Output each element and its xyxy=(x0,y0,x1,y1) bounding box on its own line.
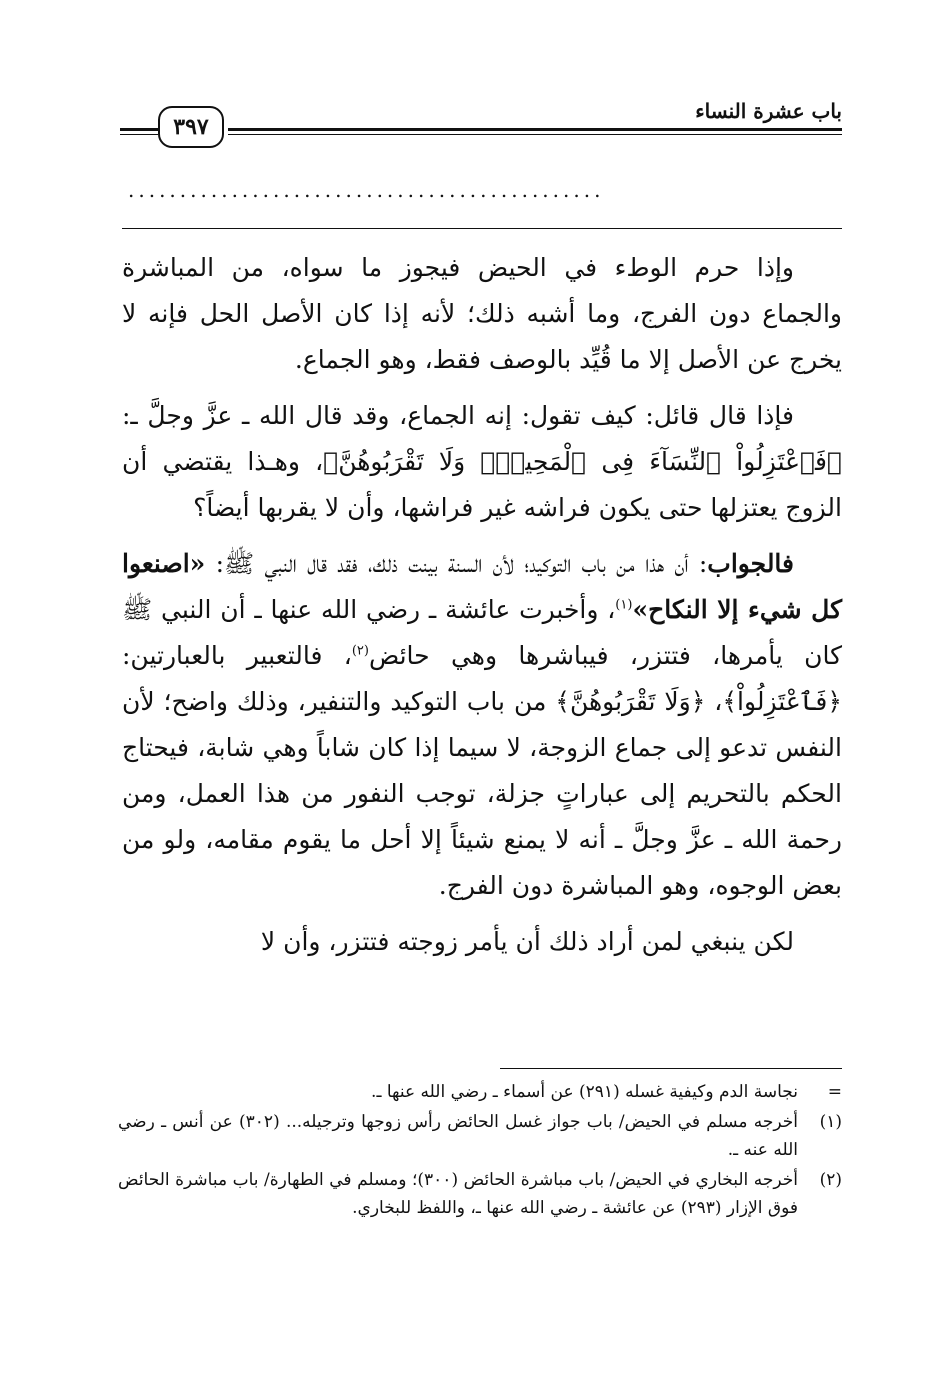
paragraph-2 xyxy=(122,393,842,531)
footnote-ref-1: (١) xyxy=(615,597,633,613)
dotted-ellipsis-line: .............................................. xyxy=(128,178,605,202)
footnote-2 xyxy=(118,1166,842,1222)
footnote-text: أخرجه مسلم في الحيض/ باب جواز غسل الحائض رأس زوجها وترجيله... (٣٠٢) عن أنس ـ رضي الله عنه ـ. xyxy=(118,1112,798,1160)
main-text xyxy=(122,245,842,975)
answer-lead: فالجواب xyxy=(707,549,794,578)
paragraph-1-text: وإذا حرم الوطء في الحيض فيجوز ما سواه، من المباشرة والجماع دون الفرج، وما أشبه ذلك؛ لأنه إذا كان الأصل الحل فإنه لا يخرج عن الأصل إلا ما قُيِّد بالوصف فقط، وهو الجماع. xyxy=(122,253,842,374)
paragraph-4 xyxy=(122,919,842,965)
footnote-mark: = xyxy=(827,1082,842,1102)
header-rule xyxy=(228,128,842,131)
paragraph-3-part-3: ، فالتعبير بالعبارتين: ﴿فَٱعْتَزِلُواْ﴾، ﴿وَلَا تَقْرَبُوهُنَّ﴾ من باب التوكيد والتنفير، وذلك واضح؛ لأن النفس تدعو إلى جماع الزوجة، لا سيما إذا كان شاباً وهي شابة، فيحتاج الحكم بالتحريم إلى عباراتٍ جزلة، توجب النفور من هذا العمل، ومن رحمة الله ـ عزَّ وجلَّ ـ أنه لا يمنع شيئاً إلا أحل ما يقوم مقامه، ولو من بعض الوجوه، وهو المباشرة دون الفرج. xyxy=(122,641,842,900)
footnote-text: نجاسة الدم وكيفية غسله (٢٩١) عن أسماء ـ رضي الله عنها ـ. xyxy=(371,1082,798,1102)
hadith-quote: «اصنعوا كل شيء إلا النكاح» xyxy=(122,549,842,624)
footnote-1 xyxy=(118,1108,842,1164)
paragraph-4-text: لكن ينبغي لمن أراد ذلك أن يأمر زوجته فتتزر، وأن لا xyxy=(260,927,794,956)
paragraph-3-part-1: : أن هذا من باب التوكيد؛ لأن السنة بينت ذلك، فقد قال النبي ﷺ: xyxy=(205,549,708,578)
footnote-separator xyxy=(500,1068,842,1069)
header-rule-left-thin xyxy=(120,134,158,135)
footnote-mark: (٢) xyxy=(819,1170,842,1190)
page-number: ٣٩٧ xyxy=(158,106,224,148)
top-separator xyxy=(122,228,842,229)
header-rule-thin xyxy=(228,134,842,135)
paragraph-3-part-2: ، وأخبرت عائشة ـ رضي الله عنها ـ أن النبي ﷺ كان يأمرها، فتتزر، فيباشرها وهي حائض xyxy=(122,595,842,670)
header-rule-left xyxy=(120,128,158,131)
footnotes xyxy=(118,1078,842,1224)
footnote-continued xyxy=(118,1078,842,1106)
footnote-mark: (١) xyxy=(819,1112,842,1132)
chapter-title: باب عشرة النساء xyxy=(695,99,842,123)
footnote-ref-2: (٢) xyxy=(351,643,369,659)
footnote-text: أخرجه البخاري في الحيض/ باب مباشرة الحائض (٣٠٠)؛ ومسلم في الطهارة/ باب مباشرة الحائض فوق الإزار (٢٩٣) عن عائشة ـ رضي الله عنها ـ، واللفظ للبخاري. xyxy=(118,1170,798,1218)
running-header xyxy=(0,0,942,150)
paragraph-3 xyxy=(122,541,842,909)
paragraph-2-text: فإذا قال قائل: كيف تقول: إنه الجماع، وقد قال الله ـ عزَّ وجلَّ ـ: ﴿فَٱعْتَزِلُواْ ٱلنِّسَآءَ فِى ٱلْمَحِيضِۖ وَلَا تَقْرَبُوهُنَّ﴾، وهـذا يقتضي أن الزوج يعتزلها حتى يكون فراشه غير فراشها، وأن لا يقربها أيضاً؟ xyxy=(122,401,842,522)
paragraph-1 xyxy=(122,245,842,383)
